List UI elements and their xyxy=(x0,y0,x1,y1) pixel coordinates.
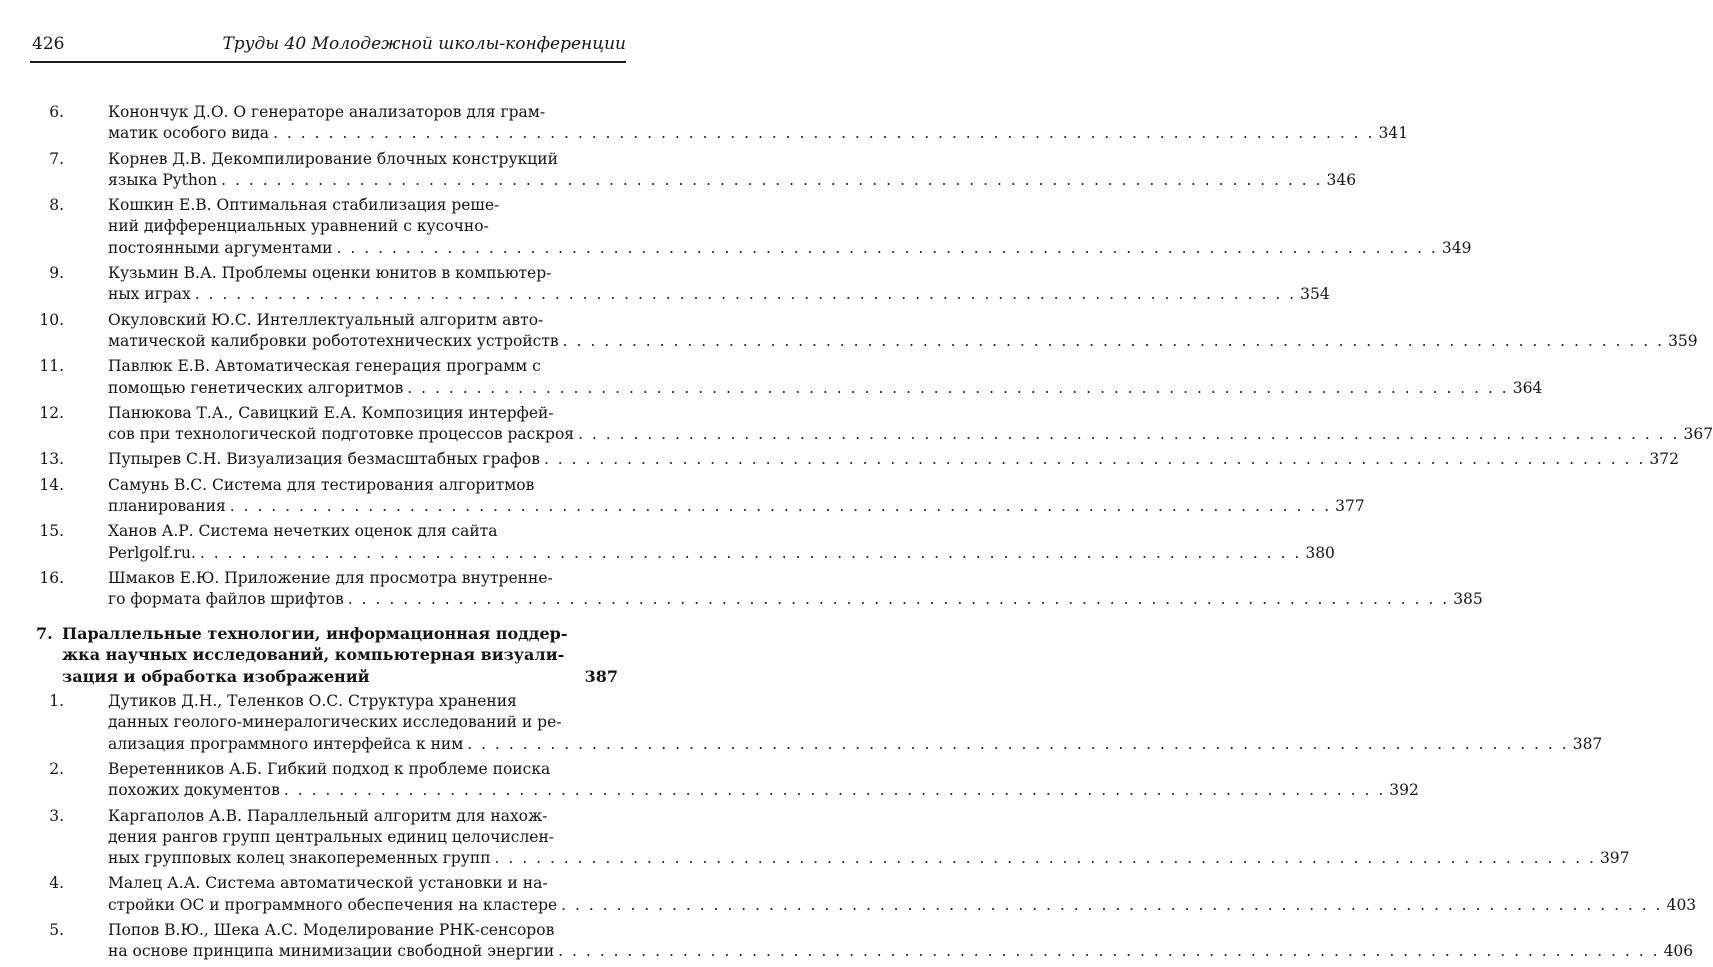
dot-leader: . . . . . . . . . . . . . . . . . . . . . . . . . . . . . . . . . . . . . . . . . . . . . . . . . . . . . . . . . . . . . . . . . . . . . . . . . . . . . . . . xyxy=(558,942,1660,961)
entry-number: 2. xyxy=(49,759,64,778)
entry-number: 8. xyxy=(49,196,64,215)
toc-entry xyxy=(0,449,1679,470)
entry-page-number: 364 xyxy=(1512,378,1543,397)
entry-title-line: Ханов А.Р. Система нечетких оценок для сайта xyxy=(108,522,498,541)
section-title xyxy=(62,623,618,688)
entry-last-line xyxy=(108,543,1335,564)
entry-title-line: Самунь В.С. Система для тестирования алгоритмов xyxy=(108,475,535,494)
entry-title xyxy=(108,310,1698,353)
entry-page-number: 346 xyxy=(1326,170,1357,189)
dot-leader: . . . . . . . . . . . . . . . . . . . . . . . . . . . . . . . . . . . . . . . . . . . . . . . . . . . . . . . . . . . . . . . . . . . . . . . . . . . . . . . . xyxy=(283,781,1386,800)
entry-last-line xyxy=(108,780,1419,801)
entry-title-tail: планирования xyxy=(108,497,226,516)
toc-entry xyxy=(0,521,1335,564)
entry-title-tail: матик особого вида xyxy=(108,124,270,143)
entry-title-tail: постоянными аргументами xyxy=(108,238,333,257)
entry-last-line xyxy=(108,589,1483,610)
entry-page-number: 341 xyxy=(1378,124,1409,143)
section-title-line: жка научных исследований, компьютерная визуали- xyxy=(62,645,565,665)
entry-title-tail: стройки ОС и программного обеспечения на кластере xyxy=(108,895,558,914)
entry-page-number: 372 xyxy=(1649,450,1679,469)
section-page-number: 387 xyxy=(584,666,618,686)
entry-title xyxy=(108,356,1543,399)
entry-title xyxy=(108,403,1713,446)
entry-number: 7. xyxy=(49,149,64,168)
entry-title xyxy=(108,521,1335,564)
entry-title-line: Каргаполов А.В. Параллельный алгоритм для нахож- xyxy=(108,806,548,825)
entry-title xyxy=(108,195,1472,259)
entry-title-line: Кошкин Е.В. Оптимальная стабилизация реше- xyxy=(108,196,500,215)
entry-title-tail: ных играх xyxy=(108,285,191,304)
entry-page-number: 392 xyxy=(1389,781,1419,800)
entry-title-tail: Пупырев С.Н. Визуализация безмасштабных графов xyxy=(108,450,540,469)
entry-number: 5. xyxy=(49,921,64,939)
entry-title xyxy=(108,263,1330,306)
toc-entries-section-7 xyxy=(0,691,1697,963)
dot-leader: . . . . . . . . . . . . . . . . . . . . . . . . . . . . . . . . . . . . . . . . . . . . . . . . . . . . . . . . . . . . . . . . . . . . . . . . . . . . . . . . xyxy=(347,590,1450,609)
entry-title-tail: Perlgolf.ru. xyxy=(108,543,196,562)
entry-number: 9. xyxy=(49,264,64,283)
entry-title-tail: го формата файлов шрифтов xyxy=(108,590,344,609)
entry-number: 6. xyxy=(49,103,64,121)
entry-title-line: Павлюк Е.В. Автоматическая генерация программ с xyxy=(108,357,541,376)
entry-title xyxy=(108,475,1365,518)
toc-entry xyxy=(0,310,1698,353)
entry-title xyxy=(108,920,1694,963)
toc-entry xyxy=(0,195,1472,259)
page-header xyxy=(28,28,626,58)
entry-page-number: 380 xyxy=(1305,543,1335,562)
section-number: 7. xyxy=(36,623,53,643)
entry-last-line xyxy=(108,170,1357,191)
entry-page-number: 367 xyxy=(1683,425,1713,444)
entry-last-line xyxy=(108,941,1694,962)
entry-title-line: Корнев Д.В. Декомпилирование блочных конструкций xyxy=(108,149,558,168)
dot-leader: . . . . . . . . . . . . . . . . . . . . . . . . . . . . . . . . . . . . . . . . . . . . . . . . . . . . . . . . . . . . . . . . . . . . . . . . . . . . . . . . xyxy=(578,425,1680,444)
entry-last-line xyxy=(108,123,1409,144)
table-of-contents xyxy=(0,102,1713,967)
entry-last-line xyxy=(108,424,1713,445)
entry-title xyxy=(108,759,1419,802)
dot-leader: . . . . . . . . . . . . . . . . . . . . . . . . . . . . . . . . . . . . . . . . . . . . . . . . . . . . . . . . . . . . . . . . . . . . . . . . . . . . . . . . xyxy=(562,331,1665,350)
entry-number: 3. xyxy=(49,806,64,825)
entry-title-line: Кузьмин В.А. Проблемы оценки юнитов в компьютер- xyxy=(108,264,552,283)
entry-page-number: 403 xyxy=(1666,895,1697,914)
entry-title-tail: матической калибровки робототехнических устройств xyxy=(108,331,559,350)
toc-entry xyxy=(0,102,1409,145)
entry-title-tail: похожих документов xyxy=(108,781,280,800)
entry-number: 16. xyxy=(39,568,64,587)
toc-entry xyxy=(0,806,1630,870)
entry-title-tail: сов при технологической подготовке процессов раскроя xyxy=(108,425,575,444)
header-rule xyxy=(30,61,626,63)
entry-last-line xyxy=(108,238,1472,259)
toc-entry xyxy=(0,691,1603,755)
entry-title xyxy=(108,149,1357,192)
entry-title-tail: на основе принципа минимизации свободной энергии xyxy=(108,942,555,961)
entry-title-line: Веретенников А.Б. Гибкий подход к проблеме поиска xyxy=(108,759,551,778)
dot-leader: . . . . . . . . . . . . . . . . . . . . . . . . . . . . . . . . . . . . . . . . . . . . . . . . . . . . . . . . . . . . . . . . . . . . . . . . . . . . . . . . xyxy=(336,238,1438,257)
toc-entry xyxy=(0,356,1543,399)
entry-title xyxy=(108,568,1483,611)
entry-last-line xyxy=(108,848,1630,869)
entry-title-line: Окуловский Ю.С. Интеллектуальный алгоритм авто- xyxy=(108,310,544,329)
dot-leader: . . . . . . . . . . . . . . . . . . . . . . . . . . . . . . . . . . . . . . . . . . . . . . . . . . . . . . . . . . . . . . . . . . . . . . . . . . . . . . . . xyxy=(543,450,1646,469)
entry-title-line: Дутиков Д.Н., Теленков О.С. Структура хранения xyxy=(108,692,517,711)
entry-last-line xyxy=(108,284,1330,305)
entry-number: 15. xyxy=(39,522,64,541)
entry-number: 13. xyxy=(39,450,64,469)
section-title-last-line xyxy=(62,666,618,688)
toc-entry xyxy=(0,263,1330,306)
entry-title-line: дения рангов групп центральных единиц целочислен- xyxy=(108,827,555,846)
entry-title-tail: ных групповых колец знакопеременных групп xyxy=(108,849,491,868)
entry-title-line: Малец А.А. Система автоматической установки и на- xyxy=(108,874,548,893)
dot-leader: . . . . . . . . . . . . . . . . . . . . . . . . . . . . . . . . . . . . . . . . . . . . . . . . . . . . . . . . . . . . . . . . . . . . . . . . . . . . . . . . xyxy=(467,734,1569,753)
toc-entry xyxy=(0,149,1357,192)
toc-section-heading xyxy=(0,623,658,688)
entry-title xyxy=(108,102,1409,145)
entry-page-number: 385 xyxy=(1453,590,1483,609)
toc-entry xyxy=(0,920,1694,963)
entry-title-line: Панюкова Т.А., Савицкий Е.А. Композиция интерфей- xyxy=(108,403,554,422)
entry-title xyxy=(108,691,1603,755)
entry-number: 11. xyxy=(39,357,64,376)
entry-last-line xyxy=(108,331,1698,352)
dot-leader: . . . . . . . . . . . . . . . . . . . . . . . . . . . . . . . . . . . . . . . . . . . . . . . . . . . . . . . . . . . . . . . . . . . . . . . . . . . . . . . . xyxy=(494,849,1596,868)
toc-entries-section-6 xyxy=(0,102,1713,611)
page-number: 426 xyxy=(32,34,65,54)
entry-number: 10. xyxy=(39,310,64,329)
toc-entry xyxy=(0,759,1419,802)
entry-title-tail: ализация программного интерфейса к ним xyxy=(108,734,464,753)
entry-page-number: 397 xyxy=(1599,849,1630,868)
dot-leader: . . . . . . . . . . . . . . . . . . . . . . . . . . . . . . . . . . . . . . . . . . . . . . . . . . . . . . . . . . . . . . . . . . . . . . . . . . . . . . . . xyxy=(407,378,1509,397)
entry-page-number: 406 xyxy=(1663,942,1694,961)
running-title: Труды 40 Молодежной школы-конференции xyxy=(222,34,626,54)
entry-title-line: Шмаков Е.Ю. Приложение для просмотра внутренне- xyxy=(108,568,553,587)
entry-last-line xyxy=(108,378,1543,399)
entry-page-number: 349 xyxy=(1441,238,1472,257)
toc-entry xyxy=(0,568,1483,611)
entry-title xyxy=(108,806,1630,870)
entry-page-number: 354 xyxy=(1300,285,1330,304)
section-title-line: Параллельные технологии, информационная поддер- xyxy=(62,623,568,643)
dot-leader: . . . . . . . . . . . . . . . . . . . . . . . . . . . . . . . . . . . . . . . . . . . . . . . . . . . . . . . . . . . . . . . . . . . . . . . . . . . . . . . . xyxy=(199,543,1302,562)
entry-title xyxy=(108,449,1679,470)
entry-page-number: 387 xyxy=(1572,734,1603,753)
entry-number: 14. xyxy=(39,475,64,494)
dot-leader: . . . . . . . . . . . . . . . . . . . . . . . . . . . . . . . . . . . . . . . . . . . . . . . . . . . . . . . . . . . . . . . . . . . . . . . . . . . . . . . . xyxy=(273,124,1375,143)
dot-leader: . . . . . . . . . . . . . . . . . . . . . . . . . . . . . . . . . . . . . . . . . . . . . . . . . . . . . . . . . . . . . . . . . . . . . . . . . . . . . . . . xyxy=(221,170,1323,189)
dot-leader: . . . . . . . . . . . . . . . . . . . . . . . . . . . . . . . . . . . . . . . . . . . . . . . . . . . . . . . . . . . . . . . . . . . . . . . . . . . . . . . . xyxy=(561,895,1663,914)
entry-title-line: ний дифференциальных уравнений с кусочно- xyxy=(108,217,489,236)
entry-number: 12. xyxy=(39,403,64,422)
dot-leader: . . . . . . . . . . . . . . . . . . . . . . . . . . . . . . . . . . . . . . . . . . . . . . . . . . . . . . . . . . . . . . . . . . . . . . . . . . . . . . . . xyxy=(194,285,1297,304)
entry-number: 4. xyxy=(49,874,64,893)
entry-title-tail: помощью генетических алгоритмов xyxy=(108,378,404,397)
toc-entry xyxy=(0,873,1697,916)
entry-page-number: 377 xyxy=(1335,497,1365,516)
entry-number: 1. xyxy=(49,692,64,711)
entry-title-line: Конончук Д.О. О генераторе анализаторов для грам- xyxy=(108,103,546,121)
entry-last-line xyxy=(108,496,1365,517)
toc-entry xyxy=(0,403,1713,446)
entry-last-line xyxy=(108,895,1697,916)
entry-last-line xyxy=(108,449,1679,470)
entry-title-tail: языка Python xyxy=(108,170,218,189)
entry-page-number: 359 xyxy=(1668,331,1698,350)
section-title-tail: зация и обработка изображений xyxy=(62,666,370,686)
entry-title-line: Попов В.Ю., Шека А.С. Моделирование РНК-сенсоров xyxy=(108,921,555,939)
entry-title-line: данных геолого-минералогических исследований и ре- xyxy=(108,713,562,732)
toc-entry xyxy=(0,475,1365,518)
entry-last-line xyxy=(108,734,1603,755)
dot-leader: . . . . . . . . . . . . . . . . . . . . . . . . . . . . . . . . . . . . . . . . . . . . . . . . . . . . . . . . . . . . . . . . . . . . . . . . . . . . . . . . xyxy=(229,497,1332,516)
entry-title xyxy=(108,873,1697,916)
